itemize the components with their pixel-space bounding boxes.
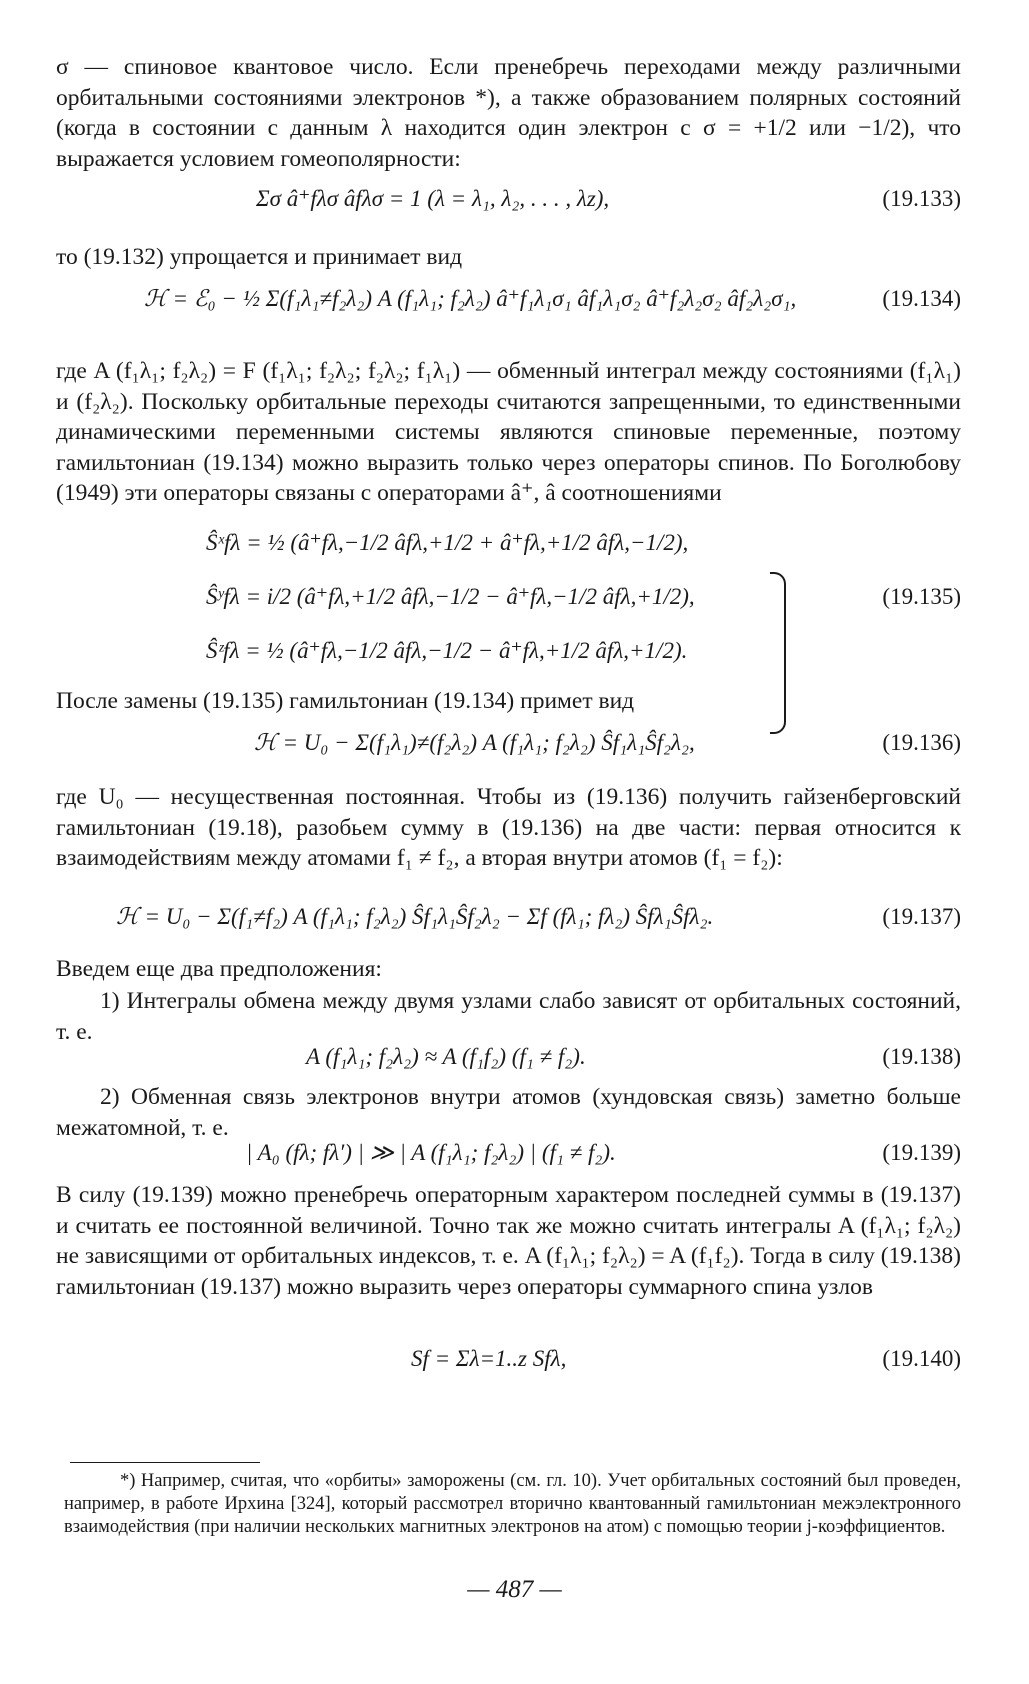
paragraph-heisenberg: где U₀ — несущественная постоянная. Чтобы из (19.136) получить гайзенберговский гамильтониан (19.18), разобьем сумму в (19.136) на две части: первая относится к взаимодействиям между атомами f₁ ≠ f₂, а вторая внутри атомов (f₁ = f₂): — [56, 784, 961, 871]
equation-19-135-x — [56, 530, 961, 570]
equation-formula: Sf = Σλ=1..z Sfλ, — [411, 1346, 567, 1371]
equation-formula: Ŝˣfλ = ½ (â⁺fλ,−1/2 âfλ,+1/2 + â⁺fλ,+1/2 âfλ,−1/2), — [206, 530, 689, 555]
equation-19-140 — [56, 1346, 961, 1386]
paragraph-simplifies: то (19.132) упрощается и принимает вид — [56, 244, 463, 270]
paragraph-assumption-1: 1) Интегралы обмена между двумя узлами слабо зависят от орбитальных состояний, т. е. — [56, 988, 961, 1045]
equation-19-135-z — [56, 638, 961, 678]
equation-formula: ℋ = ℰ₀ − ½ Σ(f₁λ₁≠f₂λ₂) A (f₁λ₁; f₂λ₂) â⁺f₁λ₁σ₁ âf₁λ₁σ₂ â⁺f₂λ₂σ₂ âf₂λ₂σ₁, — [144, 286, 797, 311]
equation-formula: Ŝᶻfλ = ½ (â⁺fλ,−1/2 âfλ,−1/2 − â⁺fλ,+1/2 âfλ,+1/2). — [206, 638, 688, 663]
equation-19-138 — [56, 1044, 961, 1084]
paragraph-after-substitution: После замены (19.135) гамильтониан (19.134) примет вид — [56, 688, 635, 714]
equation-formula: ℋ = U₀ − Σ(f₁λ₁)≠(f₂λ₂) A (f₁λ₁; f₂λ₂) Ŝf₁λ₁Ŝf₂λ₂, — [254, 730, 695, 755]
paragraph-assumption-2: 2) Обменная связь электронов внутри атомов (хундовская связь) заметно больше межатомной, т. е. — [56, 1084, 961, 1141]
equation-formula: A (f₁λ₁; f₂λ₂) ≈ A (f₁f₂) (f₁ ≠ f₂). — [306, 1044, 586, 1069]
equation-19-135-y — [56, 584, 961, 624]
equation-19-137 — [56, 904, 961, 944]
page-number: — 487 — — [467, 1576, 562, 1603]
equation-number: (19.140) — [882, 1346, 961, 1371]
equation-19-136 — [56, 730, 961, 770]
equation-number: (19.139) — [882, 1140, 961, 1165]
equation-number: (19.136) — [882, 730, 961, 755]
footnote-divider — [70, 1462, 260, 1463]
equation-formula: | A₀ (fλ; fλ′) | ≫ | A (f₁λ₁; f₂λ₂) | (f₁ ≠ f₂). — [246, 1140, 616, 1165]
equation-number: (19.137) — [882, 904, 961, 929]
equation-number: (19.135) — [882, 584, 961, 609]
equation-19-133 — [56, 186, 961, 226]
equation-number: (19.134) — [882, 286, 961, 311]
paragraph-spin-intro: σ — спиновое квантовое число. Если пренебречь переходами между различными орбитальными состояниями электронов *), а также образованием полярных состояний (когда в состоянии с данным λ находится один электрон с σ = +1/2 или −1/2), что выражается условием гомеополярности: — [56, 54, 961, 172]
paragraph-assumptions: Введем еще два предположения: — [56, 956, 382, 982]
equation-formula: Ŝʸfλ = i/2 (â⁺fλ,+1/2 âfλ,−1/2 − â⁺fλ,−1/2 âfλ,+1/2), — [206, 584, 695, 609]
paragraph-exchange-integral: где A (f₁λ₁; f₂λ₂) = F (f₁λ₁; f₂λ₂; f₂λ₂; f₁λ₁) — обменный интеграл между состояниями (f₁λ₁) и (f₂λ₂). Поскольку орбитальные переходы считаются запрещенными, то единственными динамическими переменными системы являются спиновые переменные, поэтому гамильтониан (19.134) можно выразить только через операторы спинов. По Боголюбову (1949) эти операторы связаны с операторами â⁺, â соотношениями — [56, 358, 961, 506]
footnote: *) Например, считая, что «орбиты» заморожены (см. гл. 10). Учет орбитальных состояний был проведен, например, в работе Ирхина [324], который рассмотрел вторично квантованный гамильтониан межэлектронного взаимодействия (при наличии нескольких магнитных электронов на атом) с помощью теории j-коэффициентов. — [64, 1471, 961, 1537]
equation-number: (19.138) — [882, 1044, 961, 1069]
paragraph-neglect-operator: В силу (19.139) можно пренебречь операторным характером последней суммы в (19.137) и считать ее постоянной величиной. Точно так же можно считать интегралы A (f₁λ₁; f₂λ₂) не зависящими от орбитальных индексов, т. е. A (f₁λ₁; f₂λ₂) = A (f₁f₂). Тогда в силу (19.138) гамильтониан (19.137) можно выразить через операторы суммарного спина узлов — [56, 1182, 961, 1300]
equation-number: (19.133) — [882, 186, 961, 211]
equation-19-139 — [56, 1140, 961, 1180]
equation-formula: Σσ â⁺fλσ âfλσ = 1 (λ = λ₁, λ₂, . . . , λz), — [256, 186, 610, 211]
equation-formula: ℋ = U₀ − Σ(f₁≠f₂) A (f₁λ₁; f₂λ₂) Ŝf₁λ₁Ŝf₂λ₂ − Σf (fλ₁; fλ₂) Ŝfλ₁Ŝfλ₂. — [116, 904, 714, 929]
equation-19-134 — [56, 286, 961, 326]
